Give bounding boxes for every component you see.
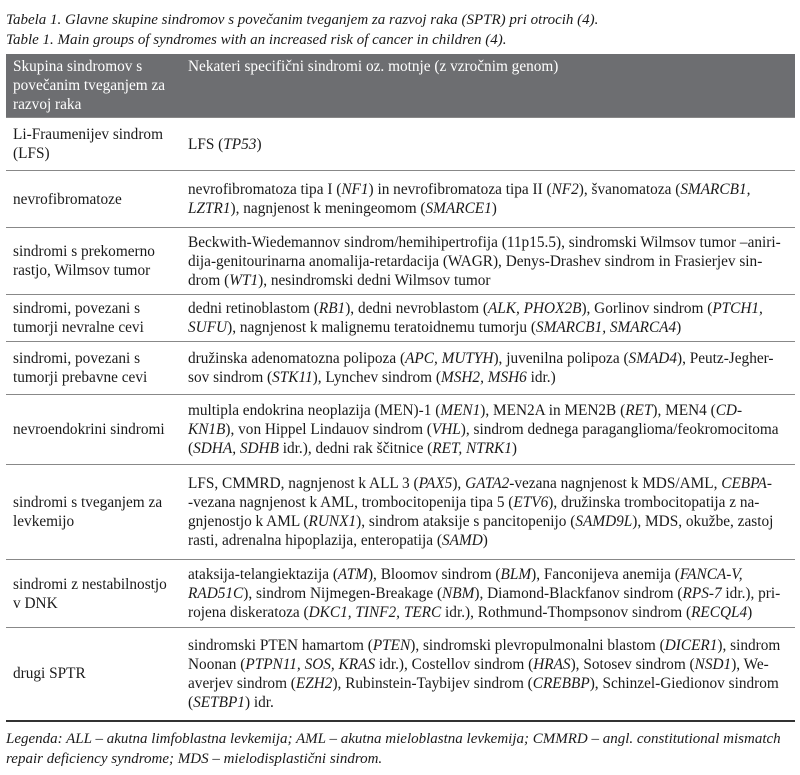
text-segment: ), Bloomov sindrom ( xyxy=(367,566,501,583)
text-segment: sov sindrom ( xyxy=(188,369,273,386)
syndrome-group-cell: sindromi z nestabilnostjo v DNK xyxy=(6,560,181,628)
text-segment: dija-genitourinarna anomalija-retardacija (WAGR), Denys-Drashev sindrom in Frasierjev sin- xyxy=(188,252,763,270)
text-segment: LFS, CMMRD, nagnjenost k ALL 3 ( xyxy=(188,475,419,492)
syndromes-table xyxy=(6,54,795,722)
text-segment: ), Gorlinov sindrom ( xyxy=(581,300,713,317)
text-line xyxy=(188,603,791,622)
text-line xyxy=(188,531,791,550)
gene-name: SMARCE1 xyxy=(425,200,492,217)
text-segment: dedni retinoblastom ( xyxy=(188,300,319,317)
text-segment: ) in nevrofibromatoza tipa II ( xyxy=(368,181,552,198)
gene-name: APC, MUTYH xyxy=(405,350,494,367)
gene-name: RECQL4 xyxy=(691,604,748,621)
table-row xyxy=(6,560,795,628)
gene-name: DICER1 xyxy=(664,636,718,654)
text-segment: multipla endokrina neoplazija (MEN)-1 ( xyxy=(188,402,441,419)
text-segment: LFS ( xyxy=(188,135,224,153)
gene-name: SAMD9L xyxy=(575,513,633,530)
syndrome-group-cell: drugi SPTR xyxy=(6,628,181,721)
gene-name: SETBP1 xyxy=(193,693,245,711)
gene-name: TP53 xyxy=(223,135,257,153)
text-line xyxy=(188,693,791,712)
gene-name: SMARCB1, SMARCA4 xyxy=(535,319,677,336)
text-segment: ), Diamond-Blackfanov sindrom ( xyxy=(474,585,683,602)
text-segment: ), švanomatoza ( xyxy=(578,181,681,198)
text-segment: ( xyxy=(188,693,194,711)
text-line xyxy=(188,233,791,252)
text-segment: -vezana nagnjenost k MDS/AML, xyxy=(509,475,722,492)
table-body xyxy=(6,118,795,721)
table-row xyxy=(6,171,795,228)
text-segment: averjev sindrom ( xyxy=(188,674,296,692)
gene-name: PTEN xyxy=(372,636,411,654)
text-line xyxy=(188,271,791,290)
syndrome-group-cell: sindromi s tveganjem za levkemijo xyxy=(6,465,181,560)
text-segment: drom ( xyxy=(188,271,230,289)
gene-name: FANCA-V, xyxy=(679,566,743,583)
text-segment: idr.), dedni rak ščitnice ( xyxy=(278,440,433,457)
table-row xyxy=(6,228,795,295)
gene-name: PTPN11, SOS, KRAS xyxy=(245,655,376,673)
gene-name: MEN1 xyxy=(440,402,481,419)
text-segment: ) xyxy=(511,440,518,457)
gene-name: EZH2 xyxy=(295,674,333,692)
legend-line: Legenda: ALL – akutna limfoblastna levkemija; AML – akutna mieloblastna levkemija; CMMRD – angl. constitutional mismatch xyxy=(6,730,781,747)
text-segment: ), Fanconijeva anemija ( xyxy=(531,566,680,583)
text-segment: Beckwith-Wiedemannov sindrom/hemihipertrofija (11p15.5), sindromski Wilmsov tumor –aniri- xyxy=(188,233,781,251)
text-segment: -vezana nagnjenost k AML, trombocitopenija tipa 5 ( xyxy=(188,494,514,511)
gene-name: CD- xyxy=(715,402,743,419)
text-segment: ) xyxy=(482,532,488,549)
text-segment: ), sindrom xyxy=(717,636,781,654)
text-segment: ), xyxy=(452,475,466,492)
gene-name: LZTR1 xyxy=(188,200,231,217)
gene-name: PAX5 xyxy=(418,475,453,492)
gene-name: NBM xyxy=(442,585,475,602)
text-segment: ), We- xyxy=(731,655,769,673)
syndrome-group-cell: nevrofibromatoze xyxy=(6,171,181,228)
text-segment: ), MEN2A in MEN2B ( xyxy=(480,402,626,419)
text-segment: gnjenostjo k AML ( xyxy=(188,513,309,530)
text-segment: ) xyxy=(747,604,753,621)
gene-name: ATM xyxy=(337,566,368,583)
text-segment: Noonan ( xyxy=(188,655,246,673)
gene-name: NSD1 xyxy=(694,655,732,673)
text-segment: ), dedni nevroblastom ( xyxy=(345,300,488,317)
text-segment: ) xyxy=(491,200,497,217)
header-row xyxy=(6,54,795,118)
text-segment: - xyxy=(766,475,772,492)
text-segment: ), Sotosev sindrom ( xyxy=(570,655,695,673)
text-segment: ), Lynchev sindrom ( xyxy=(312,369,441,386)
text-segment: ), nagnjenost k meningeomom ( xyxy=(230,200,426,217)
gene-name: SDHA, SDHB xyxy=(193,440,279,457)
text-segment: nevrofibromatoza tipa I ( xyxy=(188,181,342,198)
specific-syndromes-cell xyxy=(181,228,795,295)
text-segment: sindromski PTEN hamartom ( xyxy=(188,636,373,654)
text-segment: ), Rubinstein-Taybijev sindrom ( xyxy=(332,674,533,692)
gene-name: RET, NTRK1 xyxy=(432,440,512,457)
table-row xyxy=(6,295,795,342)
specific-syndromes-cell xyxy=(181,295,795,342)
text-line xyxy=(188,512,791,531)
text-segment: ), nesindromski dedni Wilmsov tumor xyxy=(258,271,491,289)
text-line xyxy=(188,368,791,387)
text-segment: ), von Hippel Lindauov sindrom ( xyxy=(225,421,432,438)
gene-name: RUNX1 xyxy=(308,513,357,530)
text-line xyxy=(188,252,791,271)
text-line xyxy=(188,420,791,439)
text-segment: rojena diskeratoza ( xyxy=(188,604,309,621)
text-line xyxy=(188,474,791,493)
gene-name: MSH2, MSH6 xyxy=(440,369,527,386)
gene-name: NF1 xyxy=(341,181,369,198)
text-segment: ), Schinzel-Giedionov sindrom xyxy=(589,674,779,692)
gene-name: BLM xyxy=(500,566,532,583)
text-line xyxy=(188,199,791,218)
gene-name: RPS-7 xyxy=(682,585,722,602)
gene-name: KN1B xyxy=(188,421,226,438)
text-segment: ), MDS, okužbe, zastoj xyxy=(632,513,774,530)
gene-name: STK11 xyxy=(272,369,313,386)
text-segment: ) xyxy=(676,319,682,336)
specific-syndromes-cell xyxy=(181,118,795,171)
syndrome-group-cell: sindromi, povezani s tumorji nevralne cevi xyxy=(6,295,181,342)
gene-name: CEBPA xyxy=(721,475,767,492)
text-segment: ), MEN4 ( xyxy=(652,402,716,419)
syndrome-group-cell: sindromi s prekomerno rastjo, Wilmsov tumor xyxy=(6,228,181,295)
text-line xyxy=(188,493,791,512)
gene-name: SMARCB1, xyxy=(680,181,751,198)
text-line xyxy=(188,349,791,368)
gene-name: RAD51C xyxy=(188,585,244,602)
gene-name: GATA2 xyxy=(465,475,510,492)
text-line xyxy=(188,439,791,458)
caption-english: Table 1. Main groups of syndromes with an increased risk of cancer in children (4). xyxy=(6,32,507,48)
gene-name: SMAD4 xyxy=(628,350,677,367)
text-segment: idr.), pri- xyxy=(721,585,781,602)
text-line xyxy=(188,674,791,693)
text-line xyxy=(188,655,791,674)
text-segment: ), sindromski plevropulmonalni blastom ( xyxy=(410,636,665,654)
syndrome-group-cell: sindromi, povezani s tumorji prebavne cevi xyxy=(6,342,181,395)
text-segment: ), Peutz-Jegher- xyxy=(676,350,774,367)
caption-slovenian: Tabela 1. Glavne skupine sindromov s povečanim tveganjem za razvoj raka (SPTR) pri otrocih (4). xyxy=(6,12,599,28)
gene-name: PTCH1, xyxy=(712,300,763,317)
text-segment: ), juvenilna polipoza ( xyxy=(493,350,629,367)
gene-name: CREBBP xyxy=(532,674,590,692)
text-segment: ), sindrom Nijmegen-Breakage ( xyxy=(243,585,443,602)
gene-name: HRAS xyxy=(533,655,571,673)
gene-name: SUFU xyxy=(188,319,228,336)
text-line xyxy=(188,135,791,154)
text-segment: ) idr. xyxy=(244,693,274,711)
text-segment: ), nagnjenost k malignemu teratoidnemu tumorju ( xyxy=(227,319,536,336)
specific-syndromes-cell xyxy=(181,395,795,465)
text-segment: idr.) xyxy=(526,369,556,386)
text-segment: družinska adenomatozna polipoza ( xyxy=(188,350,406,367)
text-segment: ( xyxy=(188,440,194,457)
gene-name: ETV6 xyxy=(513,494,549,511)
gene-name: VHL xyxy=(431,421,461,438)
table-row xyxy=(6,118,795,171)
gene-name: RB1 xyxy=(318,300,346,317)
text-segment: idr.), Rothmund-Thompsonov sindrom ( xyxy=(441,604,692,621)
table-row xyxy=(6,465,795,560)
gene-name: DKC1, TINF2, TERC xyxy=(308,604,442,621)
text-line xyxy=(188,180,791,199)
text-line xyxy=(188,318,791,337)
gene-name: SAMD xyxy=(441,532,483,549)
text-line xyxy=(188,299,791,318)
text-line xyxy=(188,565,791,584)
table-caption xyxy=(6,10,800,50)
gene-name: NF2 xyxy=(551,181,579,198)
header-specific-syndromes: Nekateri specifični sindromi oz. motnje (z vzročnim genom) xyxy=(181,54,795,118)
text-segment: ), družinska trombocitopatija z na- xyxy=(548,494,760,511)
text-segment: idr.), Costellov sindrom ( xyxy=(375,655,534,673)
text-segment: ataksija-telangiektazija ( xyxy=(188,566,338,583)
text-segment: ) xyxy=(256,135,262,153)
table-row xyxy=(6,395,795,465)
gene-name: RET xyxy=(625,402,653,419)
syndrome-group-cell: Li-Fraumenijev sindrom (LFS) xyxy=(6,118,181,171)
gene-name: ALK, PHOX2B xyxy=(487,300,582,317)
header-syndrome-group: Skupina sindromov s povečanim tveganjem za razvoj raka xyxy=(6,54,181,118)
text-line xyxy=(188,584,791,603)
legend-line: repair deficiency syndrome; MDS – mielodisplastični sindrom. xyxy=(6,750,383,767)
gene-name: WT1 xyxy=(229,271,259,289)
table-header xyxy=(6,54,795,118)
syndrome-group-cell: nevroendokrini sindromi xyxy=(6,395,181,465)
table-row xyxy=(6,628,795,721)
specific-syndromes-cell xyxy=(181,560,795,628)
table-legend xyxy=(6,729,786,769)
text-line xyxy=(188,401,791,420)
specific-syndromes-cell xyxy=(181,628,795,721)
table-row xyxy=(6,342,795,395)
text-segment: rasti, adrenalna hipoplazija, enteropatija ( xyxy=(188,532,442,549)
text-line xyxy=(188,636,791,655)
specific-syndromes-cell xyxy=(181,342,795,395)
text-segment: ), sindrom ataksije s pancitopenijo ( xyxy=(356,513,576,530)
specific-syndromes-cell xyxy=(181,171,795,228)
specific-syndromes-cell xyxy=(181,465,795,560)
text-segment: ), sindrom dednega paraganglioma/feokromocitoma xyxy=(460,421,779,438)
